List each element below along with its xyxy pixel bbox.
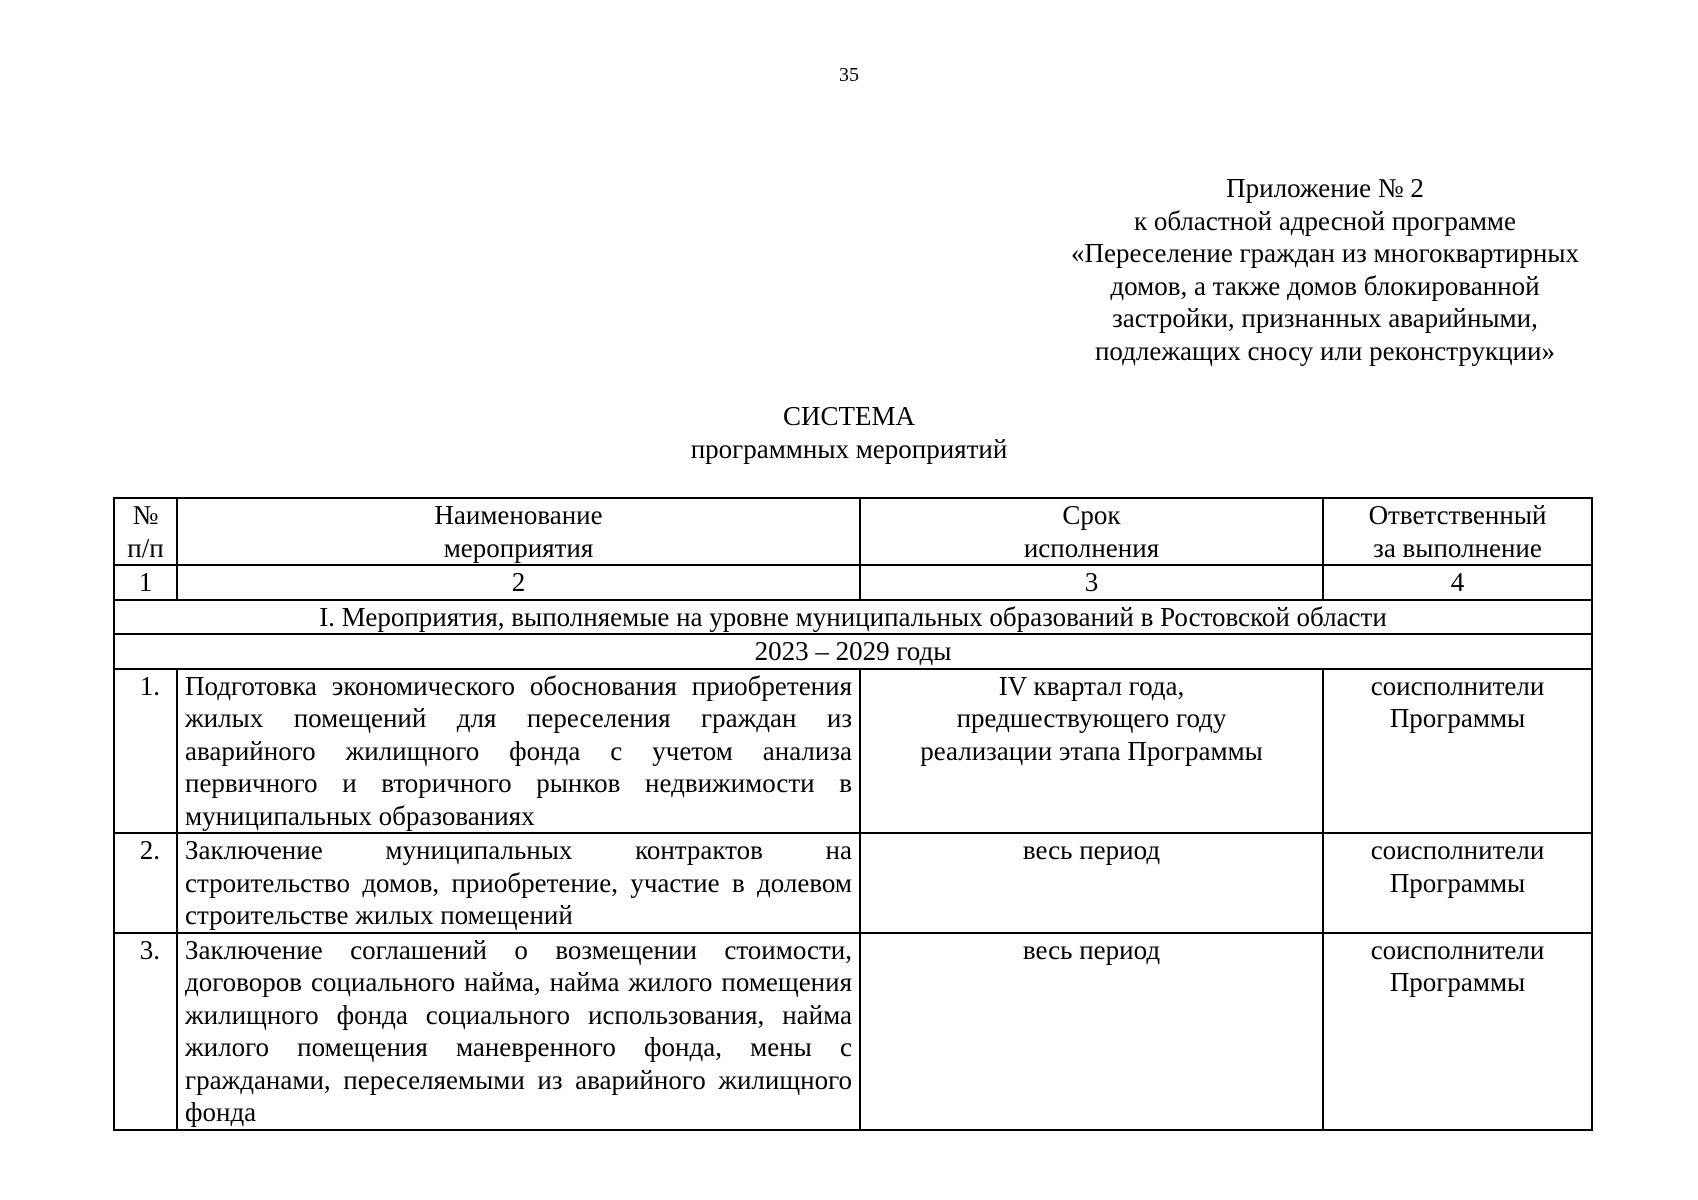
row-term xyxy=(860,933,1323,1130)
period-title: 2023 – 2029 годы xyxy=(114,634,1592,669)
header-name-line: мероприятия xyxy=(443,532,594,563)
row-responsible-line: соисполнители xyxy=(1370,670,1545,701)
header-num xyxy=(114,498,177,565)
column-index: 4 xyxy=(1323,565,1592,600)
header-term-line: Срок xyxy=(1062,500,1121,530)
header-name xyxy=(177,498,860,565)
row-term-line: IV квартал года, xyxy=(998,670,1185,701)
row-term-line: предшествующего году xyxy=(956,703,1227,733)
section-title: I. Мероприятия, выполняемые на уровне муниципальных образований в Ростовской области xyxy=(114,600,1592,635)
row-measure-name: Заключение соглашений о возмещении стоимости, договоров социального найма, найма жилого помещения жилищного фонда социального использования, найма жилого помещения маневренного фонда, мены с гражданами, переселяемыми из аварийного жилищного фонда xyxy=(177,933,860,1130)
column-index: 1 xyxy=(114,565,177,600)
row-term xyxy=(860,669,1323,834)
row-responsible-line: соисполнители xyxy=(1370,835,1545,865)
period-title-row xyxy=(114,634,1592,669)
row-responsible-line: Программы xyxy=(1389,703,1526,733)
header-responsible xyxy=(1323,498,1592,565)
row-measure-name: Подготовка экономического обоснования приобретения жилых помещений для переселения граждан из аварийного жилищного фонда с учетом анализа первичного и вторичного рынков недвижимости в муниципальных образованиях xyxy=(177,669,860,834)
header-term xyxy=(860,498,1323,565)
row-responsible xyxy=(1323,669,1592,834)
row-term xyxy=(860,833,1323,933)
header-num-line: № xyxy=(132,500,159,530)
appendix-line: «Переселение граждан из многоквартирных xyxy=(1071,238,1579,268)
row-term-line: реализации этапа Программы xyxy=(920,735,1263,766)
row-number: 2. xyxy=(114,833,177,933)
column-index: 2 xyxy=(177,565,860,600)
appendix-line: застройки, признанных аварийными, xyxy=(1112,303,1538,333)
header-term-line: исполнения xyxy=(1023,532,1160,563)
row-number: 1. xyxy=(114,669,177,834)
row-term-line: весь период xyxy=(1022,934,1161,965)
header-responsible-line: за выполнение xyxy=(1373,532,1542,563)
page-number: 35 xyxy=(839,64,859,86)
appendix-heading xyxy=(1015,172,1635,367)
document-subtitle: программных мероприятий xyxy=(690,434,1008,464)
appendix-line: к областной адресной программе xyxy=(1134,205,1516,236)
header-name-line: Наименование xyxy=(434,500,603,530)
column-index: 3 xyxy=(860,565,1323,600)
column-index-row xyxy=(114,565,1592,600)
header-responsible-line: Ответственный xyxy=(1368,500,1547,530)
header-num-line: п/п xyxy=(127,532,164,563)
table-row xyxy=(114,933,1592,1130)
appendix-line: домов, а также домов блокированной xyxy=(1110,270,1540,301)
row-term-line: весь период xyxy=(1022,835,1161,865)
document-title: СИСТЕМА xyxy=(782,401,915,431)
row-responsible-line: Программы xyxy=(1389,967,1526,997)
row-number: 3. xyxy=(114,933,177,1130)
row-responsible-line: соисполнители xyxy=(1370,934,1545,965)
row-responsible xyxy=(1323,833,1592,933)
table-row xyxy=(114,669,1592,834)
appendix-line: подлежащих сносу или реконструкции» xyxy=(1094,335,1555,366)
table-header-row xyxy=(114,498,1592,565)
section-title-row xyxy=(114,600,1592,635)
table-row xyxy=(114,833,1592,933)
row-measure-name: Заключение муниципальных контрактов на строительство домов, приобретение, участие в долевом строительстве жилых помещений xyxy=(177,833,860,933)
row-responsible-line: Программы xyxy=(1389,867,1526,898)
appendix-line: Приложение № 2 xyxy=(1226,173,1424,203)
row-responsible xyxy=(1323,933,1592,1130)
measures-table xyxy=(113,497,1593,1131)
